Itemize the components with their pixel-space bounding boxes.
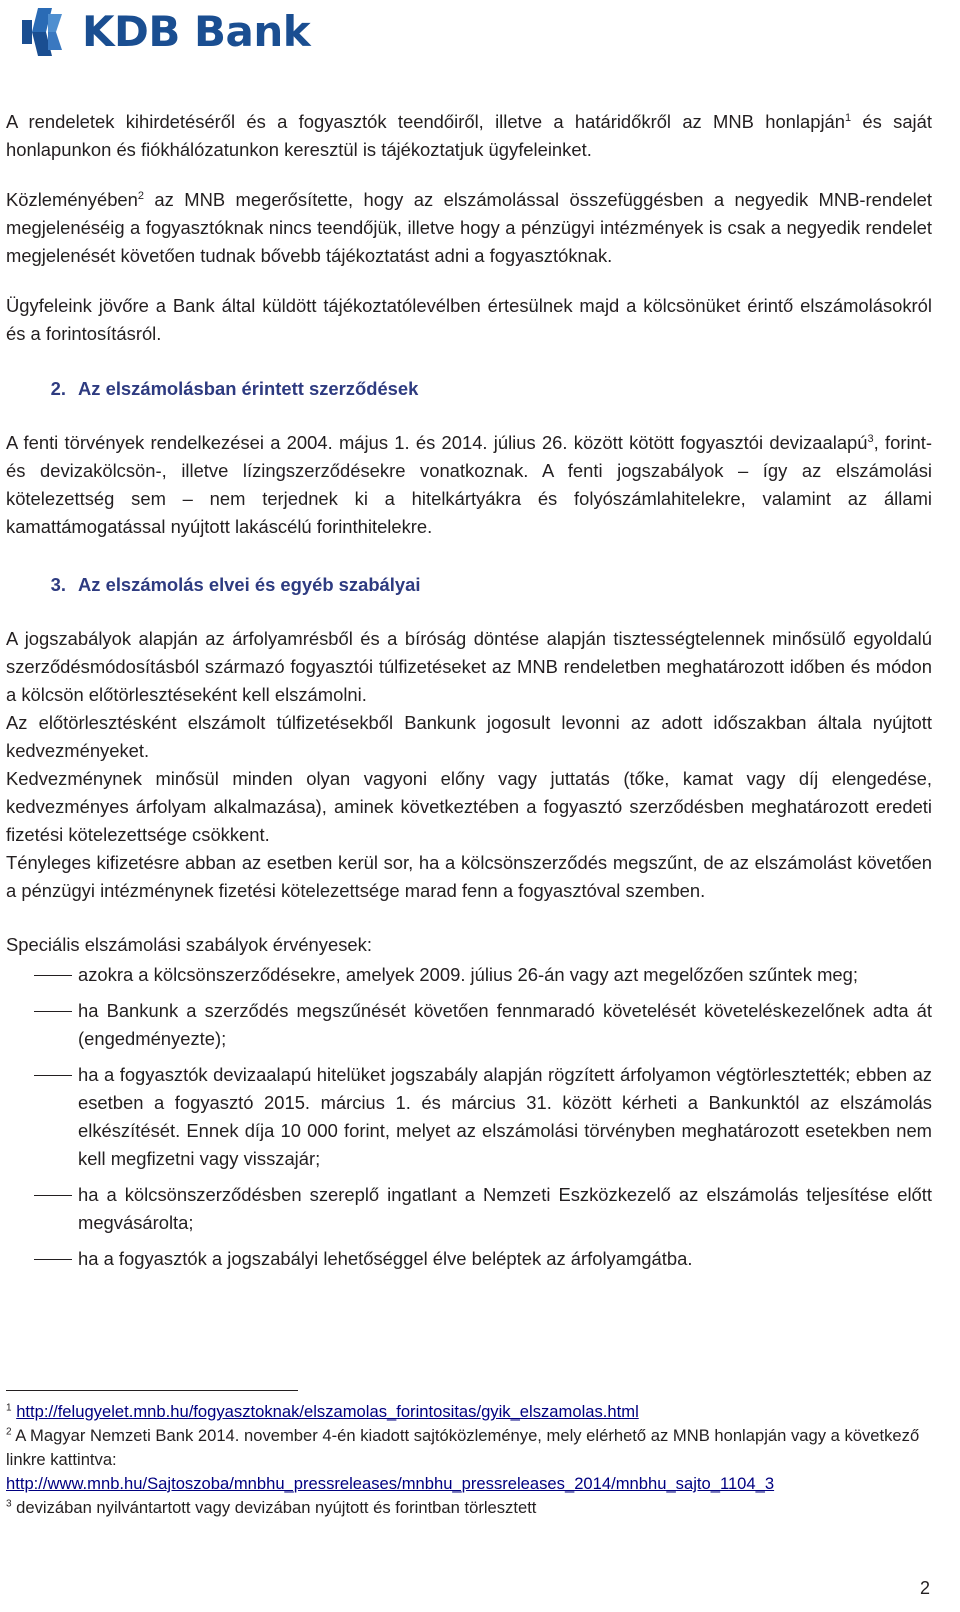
section-3-paragraph: Az előtörlesztésként elszámolt túlfizetésekből Bankunk jogosult levonni az adott időszakban általa nyújtott kedvezményeket. — [6, 712, 932, 761]
list-item: ha a kölcsönszerződésben szereplő ingatlant a Nemzeti Eszközkezelő az elszámolás teljesítése előtt megvásárolta; — [6, 1181, 932, 1237]
section-3-paragraph: A jogszabályok alapján az árfolyamrésből és a bíróság döntése alapján tisztességtelennek minősülő egyoldalú szerződésmódosításból származó fogyasztói túlfizetéseket az MNB rendeletben meghatározott időben és módon a kölcsön előtörlesztéseként kell elszámolni. — [6, 628, 932, 705]
dash-bullet — [6, 1181, 78, 1237]
footnotes — [6, 1400, 932, 1520]
dash-bullet — [6, 997, 78, 1053]
dash-bullet — [6, 1061, 78, 1173]
dash-bullet — [6, 961, 78, 989]
section-3-title: Az elszámolás elvei és egyéb szabályai — [78, 574, 421, 595]
paragraph-announcement: A rendeletek kihirdetéséről és a fogyasztók teendőiről, illetve a határidőkről az MNB honlapján$^1$ és saját honlapunkon és fiókhálózatunkon keresztül is tájékoztatjuk ügyfeleinket. — [6, 111, 932, 160]
section-2-title: Az elszámolásban érintett szerződések — [78, 378, 419, 399]
special-rules-intro: Speciális elszámolási szabályok érvényesek: — [6, 934, 372, 955]
section-3-paragraph: Kedvezménynek minősül minden olyan vagyoni előny vagy juttatás (tőke, kamat vagy díj elengedése, kedvezményes árfolyam alkalmazása), aminek következtében a fogyasztó szerződésben meghatározott eredeti fizetési kötelezettsége csökkent. — [6, 768, 932, 845]
footnote-divider — [6, 1390, 298, 1391]
kdb-bank-logo — [18, 6, 310, 58]
paragraph-mnb-statement: Közleményében$^2$ az MNB megerősítette, hogy az elszámolással összefüggésben a negyedik MNB-rendelet megjelenéséig a fogyasztóknak nincs teendőjük, illetve hogy a pénzügyi intézmények is csak a negyedik rendelet megjelenését követően tudnak bővebb tájékoztatást adni a fogyasztóknak. — [6, 189, 932, 266]
list-item: ha a fogyasztók a jogszabályi lehetőséggel élve beléptek az árfolyamgátba. — [6, 1245, 932, 1273]
kdb-logo-icon — [18, 6, 72, 58]
footnote-2-link-line — [6, 1472, 932, 1496]
list-item: azokra a kölcsönszerződésekre, amelyek 2009. július 26-án vagy azt megelőzően szűntek meg; — [6, 961, 932, 989]
footnote-1: $^1$ http://felugyelet.mnb.hu/fogyasztoknak/elszamolas_forintositas/gyik_elszamolas.html — [6, 1402, 639, 1421]
section-2-heading — [6, 375, 932, 403]
list-item: ha a fogyasztók devizaalapú hitelüket jogszabály alapján rögzített árfolyamon végtörlesztették; ebben az esetben a fogyasztó 2015. március 1. és március 31. között kérheti a Bankunktól az elszámolás elkészítését. Ennek díja 10 000 forint, melyet az elszámolási törvényben meghatározott esetekben nem kell megfizetni vagy visszajár; — [6, 1061, 932, 1173]
footnote-3: $^3$ devizában nyilvántartott vagy devizában nyújtott és forintban törlesztett — [6, 1498, 537, 1517]
paragraph-customer-letter: Ügyfeleink jövőre a Bank által küldött tájékoztatólevélben értesülnek majd a kölcsönüket érintő elszámolásokról és a forintosításról. — [6, 295, 932, 344]
footnote-2: $^2$ A Magyar Nemzeti Bank 2014. november 4-én kiadott sajtóközleménye, mely elérhető az MNB honlapján vagy a következő linkre kattintva: — [6, 1426, 920, 1469]
section-3-paragraph: Tényleges kifizetésre abban az esetben kerül sor, ha a kölcsönszerződés megszűnt, de az elszámolást követően a pénzügyi intézménynek fizetési kötelezettsége marad fenn a fogyasztóval szemben. — [6, 852, 932, 901]
footnote-2-link[interactable]: http://www.mnb.hu/Sajtoszoba/mnbhu_pressreleases/mnbhu_pressreleases_2014/mnbhu_sajto_1104_3 — [6, 1474, 775, 1493]
section-3-number: 3. — [50, 574, 66, 595]
special-rules-list — [6, 961, 932, 1273]
document-body — [6, 108, 932, 1273]
footnote-ref-2: 2 — [137, 189, 145, 202]
footnote-1-link[interactable]: http://felugyelet.mnb.hu/fogyasztoknak/elszamolas_forintositas/gyik_elszamolas.html — [16, 1402, 639, 1421]
dash-bullet — [6, 1245, 78, 1273]
section-2-paragraph: A fenti törvények rendelkezései a 2004. május 1. és 2014. július 26. között kötött fogyasztói devizaalapú$^3$, forint- és devizakölcsön-, illetve lízingszerződésekre vonatkoznak. A fenti jogszabályok – így az elszámolási kötelezettség sem – nem terjednek ki a hitelkártyákra és folyószámlahitelekre, valamint az állami kamattámogatással nyújtott lakáscélú forinthitelekre. — [6, 432, 932, 537]
footnote-ref-3: 3 — [867, 432, 874, 445]
page-number: 2 — [919, 1578, 930, 1598]
section-2-number: 2. — [50, 378, 66, 399]
section-3-heading — [6, 571, 932, 599]
footnote-ref-1: 1 — [844, 111, 852, 124]
list-item: ha Bankunk a szerződés megszűnését követően fennmaradó követelését követeléskezelőnek adta át (engedményezte); — [6, 997, 932, 1053]
logo-text: KDB Bank — [82, 7, 311, 56]
